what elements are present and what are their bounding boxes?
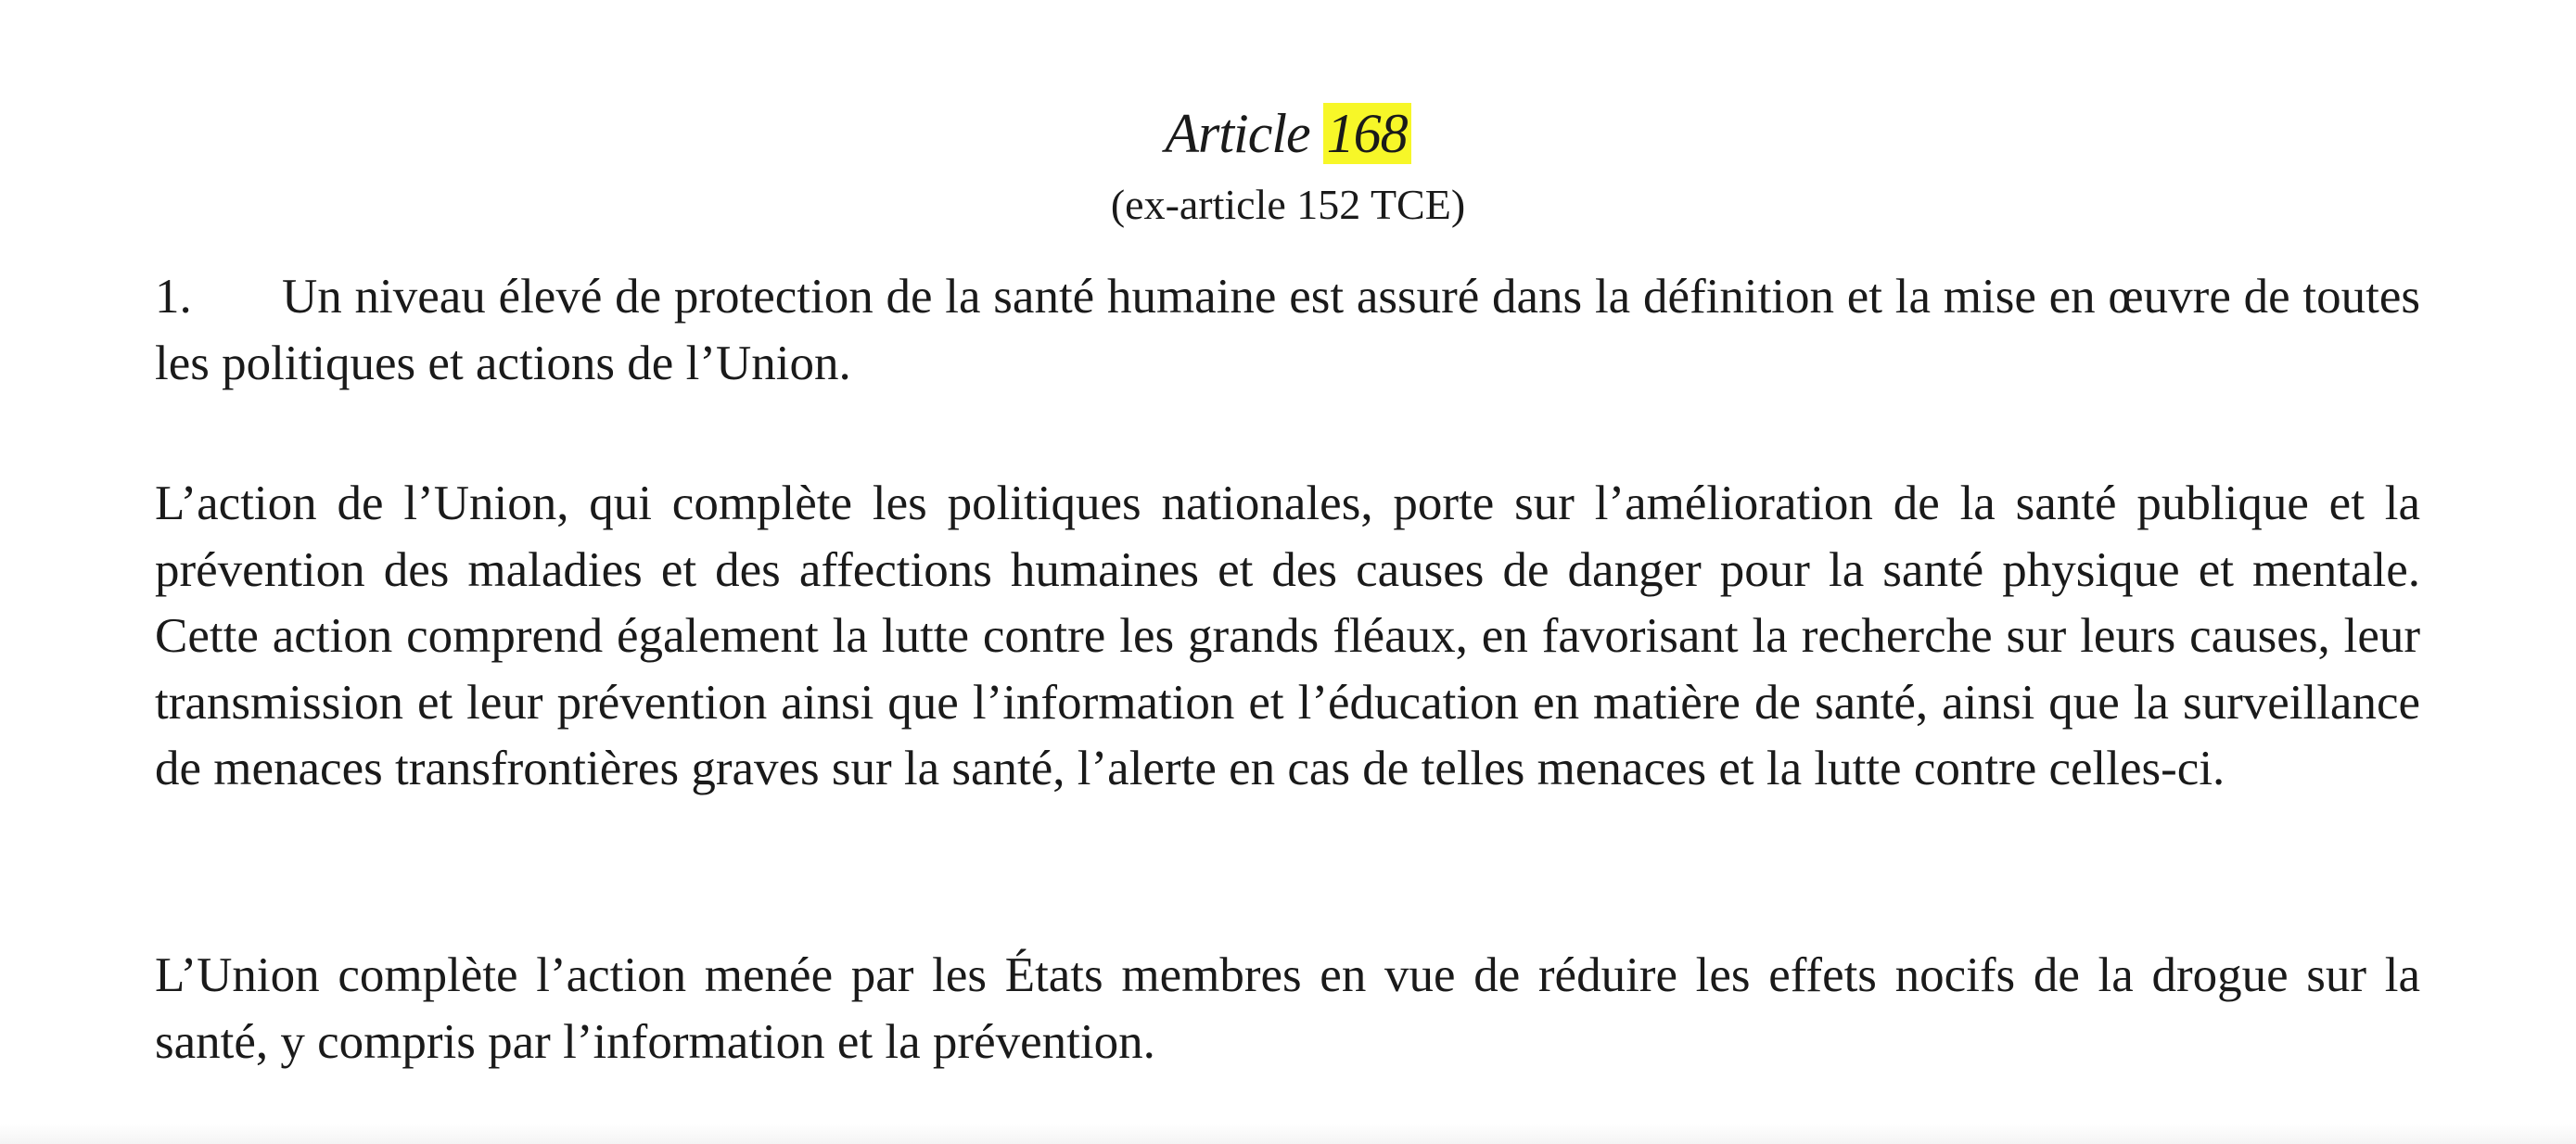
article-number-highlight: 168: [1323, 103, 1411, 164]
paragraph-3: [155, 943, 2420, 1075]
page-bottom-edge: [0, 1124, 2576, 1144]
paragraph-text: L’action de l’Union, qui complète les politiques nationales, porte sur l’amélioration de la santé publique et la prévention des maladies et des affections humaines et des causes de danger pour la santé physique et mentale. Cette action comprend également la lutte contre les grands fléaux, en favorisant la recherche sur leurs causes, leur transmission et leur prévention ainsi que l’information et l’éducation en matière de santé, ainsi que la surveillance de menaces transfrontières graves sur la santé, l’alerte en cas de telles menaces et la lutte contre celles-ci.: [155, 477, 2420, 795]
article-reference: (ex-article 152 TCE): [1110, 181, 1466, 228]
paragraph-number: 1.: [155, 270, 192, 324]
article-title: [0, 96, 2576, 171]
article-label: Article: [1165, 103, 1310, 164]
paragraph-text: Un niveau élevé de protection de la santé humaine est assuré dans la définition et la mise en œuvre de toutes les politiques et actions de l’Union.: [155, 270, 2420, 390]
paragraph-2: [155, 471, 2420, 803]
paragraph-text: L’Union complète l’action menée par les États membres en vue de réduire les effets nocifs de la drogue sur la santé, y compris par l’information et la prévention.: [155, 948, 2420, 1069]
paragraph-1: [155, 264, 2420, 397]
